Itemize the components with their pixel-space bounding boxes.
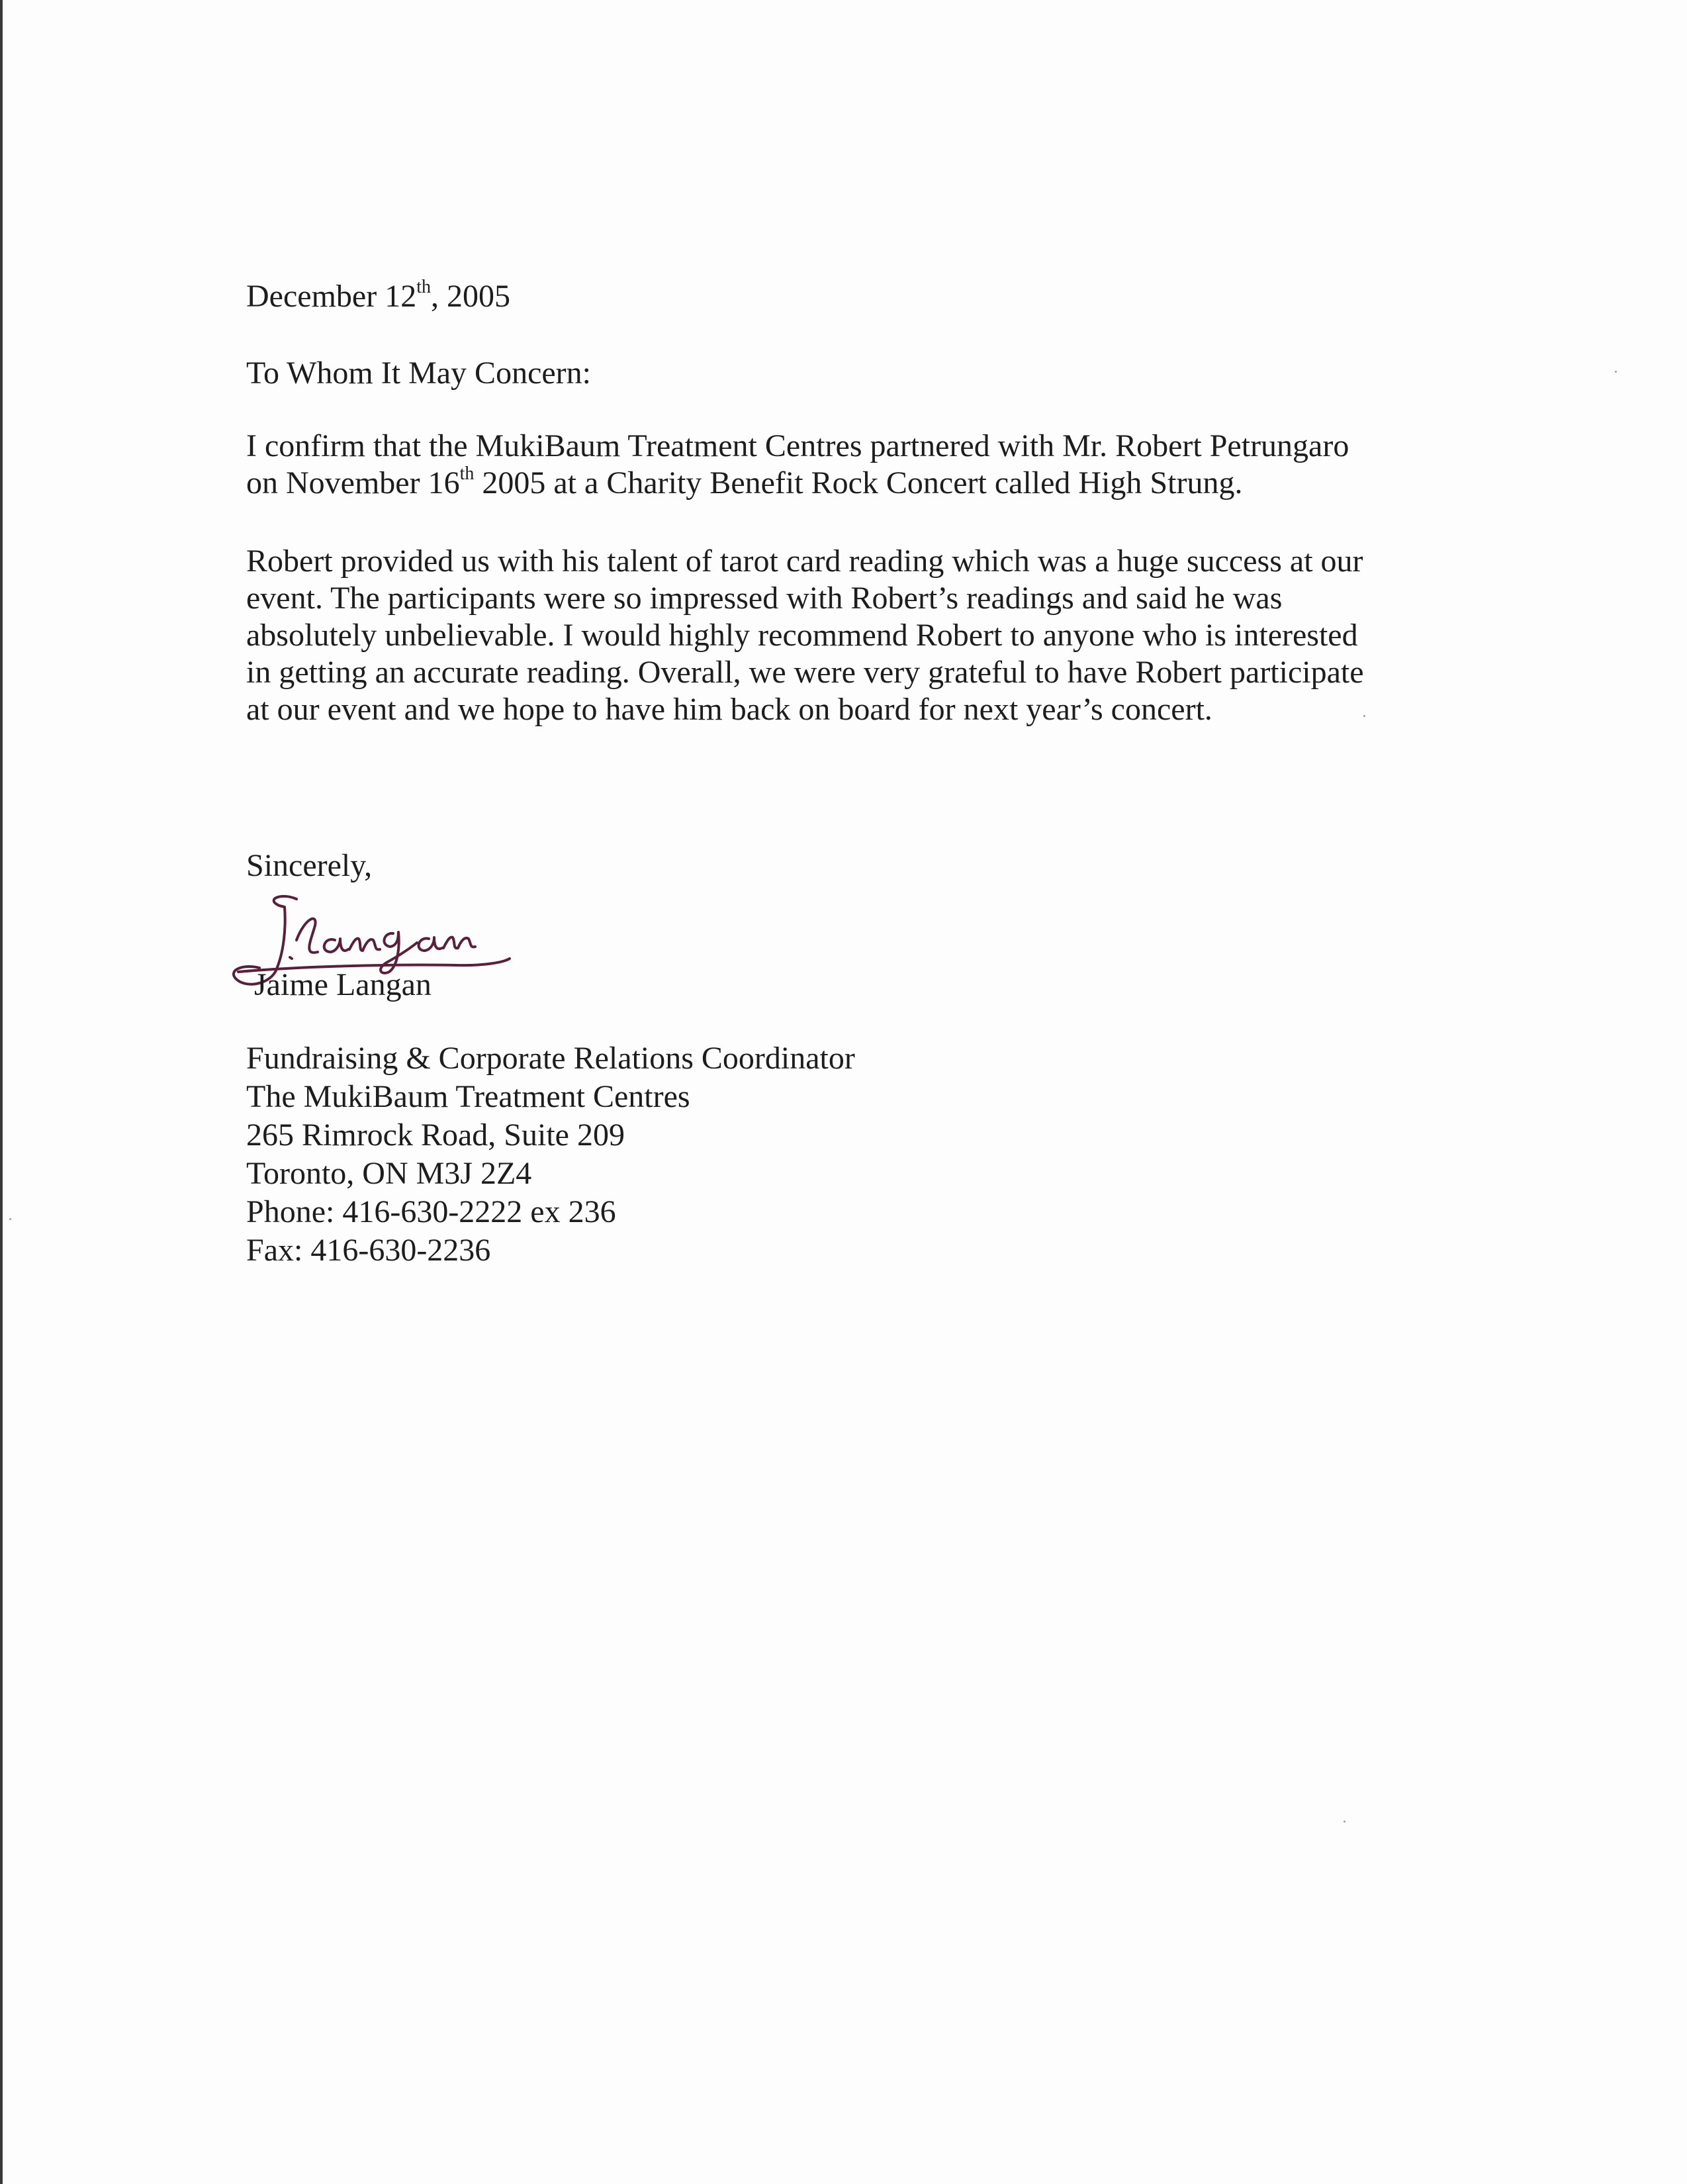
phone-number: Phone: 416-630-2222 ex 236 [246, 1194, 616, 1229]
signer-name: Jaime Langan [254, 967, 432, 1002]
closing: Sincerely, [246, 848, 373, 883]
paragraph-1-line-2 [246, 465, 1349, 502]
date-ordinal: th [416, 277, 431, 297]
salutation: To Whom It May Concern: [246, 356, 591, 391]
line-2-ordinal: th [459, 463, 475, 484]
paragraph-2 [246, 543, 1364, 728]
organization-name: The MukiBaum Treatment Centres [246, 1079, 690, 1114]
scan-edge [0, 0, 3, 2184]
signer-title: Fundraising & Corporate Relations Coordinator [246, 1041, 855, 1076]
date-prefix: December 12 [246, 279, 417, 314]
address-line-1: 265 Rimrock Road, Suite 209 [246, 1117, 625, 1153]
fax-number: Fax: 416-630-2236 [246, 1233, 491, 1268]
paragraph-1 [246, 428, 1349, 502]
line-2-rest: 2005 at a Charity Benefit Rock Concert called High Strung. [474, 465, 1243, 500]
signature-block [246, 1039, 855, 1270]
scan-speck [9, 1218, 11, 1220]
date-year: , 2005 [430, 279, 510, 314]
paragraph-2-line: Robert provided us with his talent of tarot card reading which was a huge success at our [246, 544, 1363, 579]
scan-speck [1363, 715, 1365, 717]
letter-date [246, 278, 510, 315]
paragraph-2-line: in getting an accurate reading. Overall, we were very grateful to have Robert participate [246, 655, 1364, 690]
paragraph-2-line: at our event and we hope to have him back on board for next year’s concert. [246, 692, 1212, 727]
scan-speck [1344, 1821, 1345, 1823]
address-line-2: Toronto, ON M3J 2Z4 [246, 1156, 532, 1191]
paragraph-1-line-1: I confirm that the MukiBaum Treatment Centres partnered with Mr. Robert Petrungaro [246, 428, 1349, 463]
paragraph-2-line: absolutely unbelievable. I would highly recommend Robert to anyone who is interested [246, 618, 1358, 653]
line-2-prefix: on November 16 [246, 465, 460, 500]
scan-speck [1615, 371, 1617, 373]
paragraph-2-line: event. The participants were so impressed with Robert’s readings and said he was [246, 581, 1283, 616]
